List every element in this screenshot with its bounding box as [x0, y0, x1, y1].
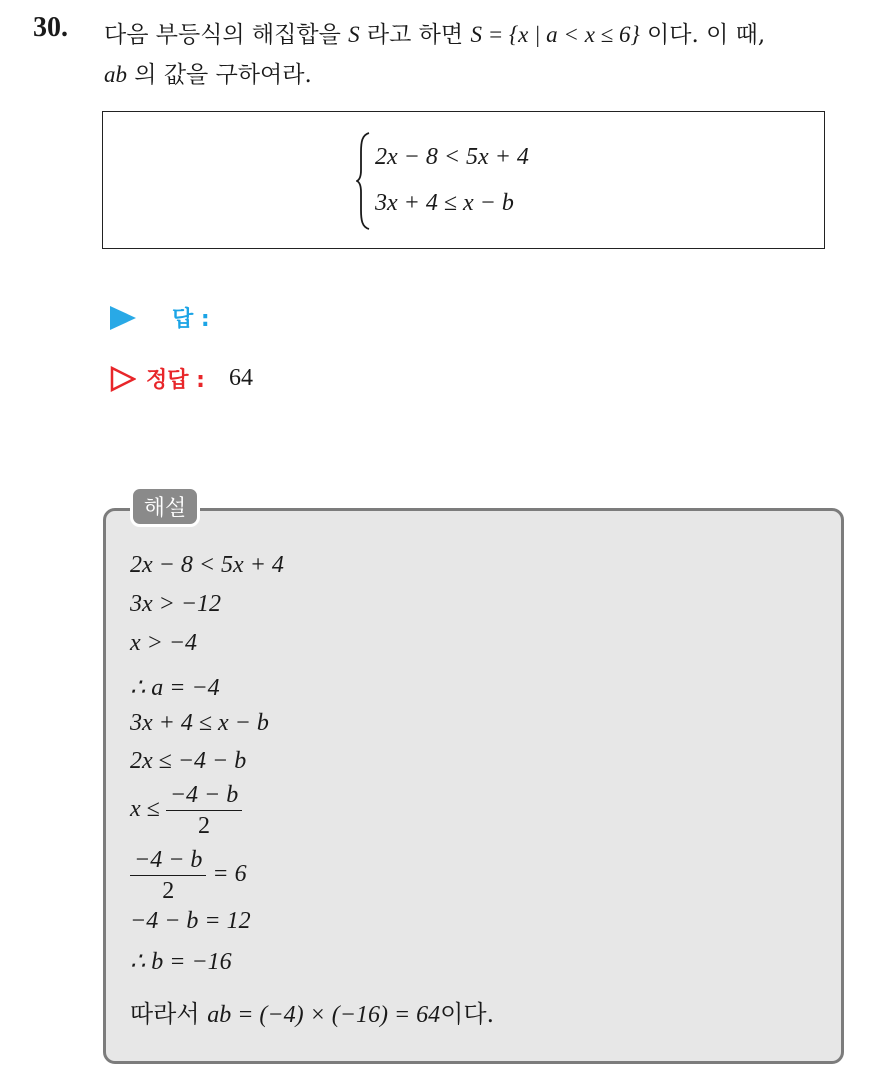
solution-line: 2x ≤ −4 − b — [130, 748, 247, 774]
question-text: 다음 부등식의 해집합을 — [104, 22, 349, 48]
answer-label: 답 : — [172, 307, 210, 332]
solution-set: S = {x | a < x ≤ 6} — [470, 22, 640, 47]
question-text-2: 의 값을 구하여라. — [127, 62, 312, 88]
conclusion-prefix: 따라서 — [130, 1000, 208, 1028]
solution-line: −4 − b = 12 — [130, 908, 251, 934]
conclusion-suffix: 이다. — [440, 1000, 495, 1028]
inequality-1: 2x − 8 < 5x + 4 — [375, 144, 529, 170]
inequality-2: 3x + 4 ≤ x − b — [375, 190, 514, 216]
inequality-system-box — [102, 111, 825, 249]
fraction-right: = 6 — [212, 861, 247, 888]
set-variable: S — [348, 22, 360, 47]
solution-line: 3x + 4 ≤ x − b — [130, 710, 269, 736]
fraction — [130, 845, 206, 906]
fraction — [166, 780, 242, 841]
solution-line: ∴ a = −4 — [130, 675, 220, 701]
solution-line: x > −4 — [130, 630, 198, 656]
product-variable: ab — [104, 62, 127, 87]
conclusion-expression: ab = (−4) × (−16) = 64 — [207, 1002, 441, 1028]
question-number: 30. — [33, 12, 68, 43]
question-text-mid: 라고 하면 — [359, 22, 471, 48]
fraction-inequality — [130, 780, 242, 841]
fraction-left: x ≤ — [130, 796, 160, 823]
outline-triangle-icon — [110, 366, 136, 392]
solution-line: ∴ b = −16 — [130, 949, 232, 975]
left-brace-icon — [356, 132, 370, 230]
question-text-end: 이다. 이 때, — [639, 22, 766, 48]
play-triangle-icon — [110, 306, 136, 330]
correct-answer-value: 64 — [228, 365, 253, 391]
solution-tag: 해설 — [130, 486, 200, 527]
fraction-numerator: −4 − b — [130, 845, 206, 876]
answer-row — [110, 302, 210, 333]
fraction-equation — [130, 845, 247, 906]
fraction-denominator: 2 — [198, 813, 211, 839]
correct-answer-row — [110, 363, 253, 394]
question-line-2 — [104, 56, 312, 89]
fraction-denominator: 2 — [162, 878, 175, 904]
solution-line: 2x − 8 < 5x + 4 — [130, 552, 284, 578]
solution-conclusion — [130, 994, 494, 1029]
solution-line: 3x > −12 — [130, 591, 222, 617]
question-line-1 — [104, 16, 765, 49]
correct-answer-label: 정답 : — [146, 368, 205, 393]
fraction-numerator: −4 − b — [166, 780, 242, 811]
